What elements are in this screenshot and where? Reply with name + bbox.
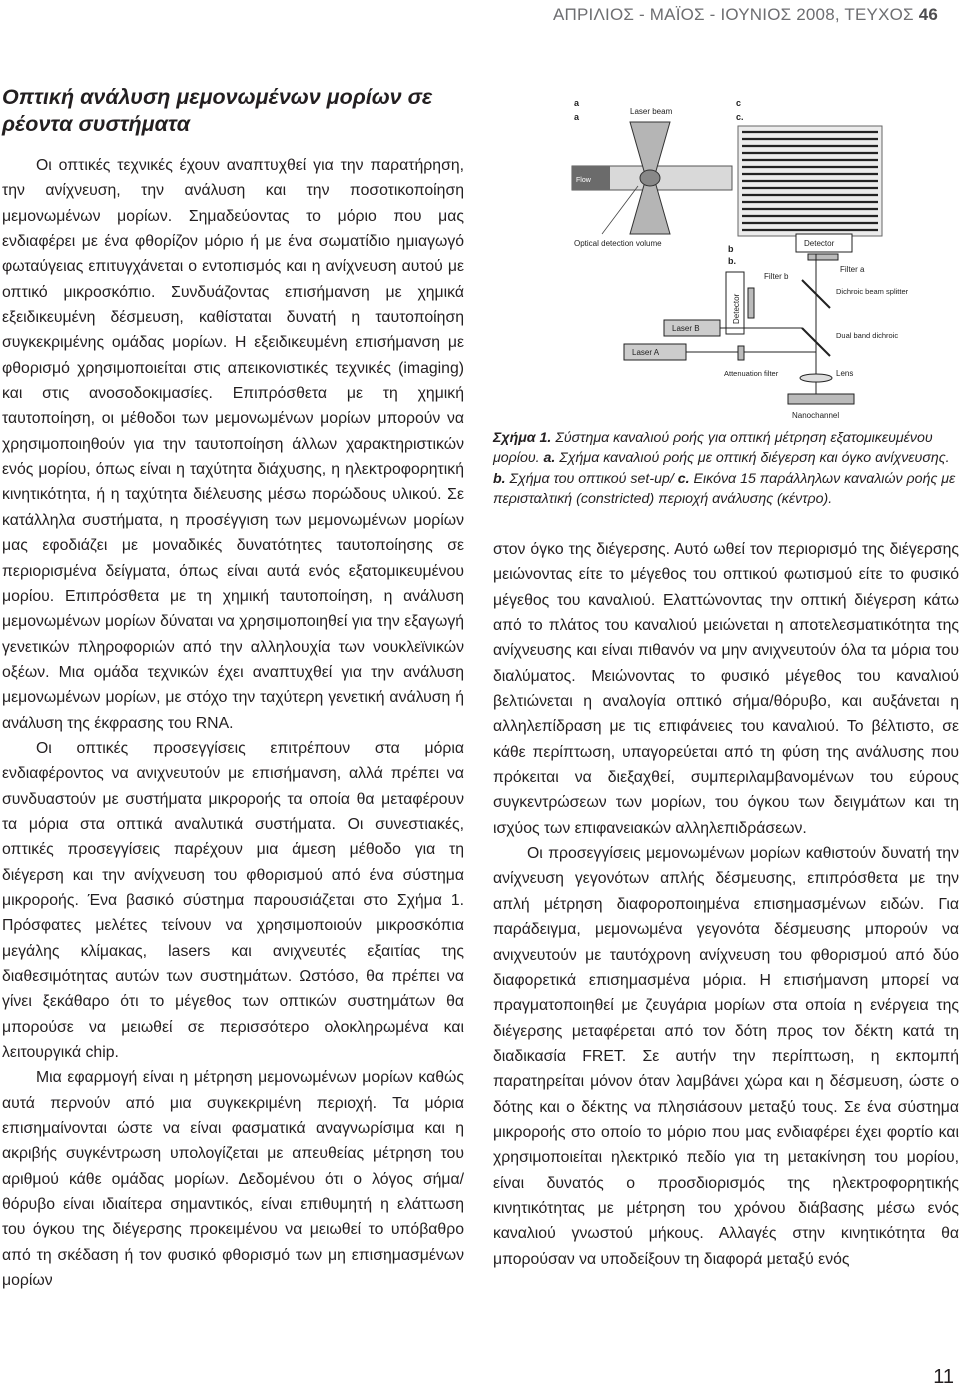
label-a-top: a [574, 98, 580, 108]
left-column [2, 153, 464, 1293]
issue-text: ΑΠΡΙΛΙΟΣ - ΜΑΪΟΣ - ΙΟΥΝΙΟΣ 2008, ΤΕΥΧΟΣ [553, 5, 914, 24]
paragraph: στον όγκο της διέγερσης. Αυτό ωθεί τον περιορισμό της διέγερσης μειώνοντας είτε το μέγεθος του οπτικού φωτισμού είτε το φυσικό μέγεθος του καναλιού. Ελαττώνοντας την οπτική διέγερση κάτω από το πλάτος του καναλιού μειώνεται η αποτελεσματικότητα της ανίχνευσης και είναι πιθανόν να μην ανιχνευτούν όλα τα μόρια του διαλύματος. Μειώνοντας το φυσικό μέγεθος του καναλιού βελτιώνεται η αναλογία οπτικό σήμα/θόρυβο, και αυξάνεται η αλληλεπίδραση με τις επιφάνειες του καναλιού. Το βέλτιστο, σε κάθε περίπτωση, υπαγορεύεται από τη φύση της ανάλυσης που πρόκειται να διεξαχθεί, συμπεριλαμβανομένων του εύρους συγκεντρώσεων των μορίων, του όγκου των δειγμάτων και τη ισχύος των επιφανειακών αλληλεπιδράσεων. [493, 541, 959, 837]
label-c-top: c [736, 98, 742, 108]
label-laser-beam: Laser beam [630, 107, 673, 116]
label-filter-a: Filter a [840, 265, 865, 274]
label-optical-detection-volume: Optical detection volume [574, 239, 662, 248]
label-b-bottom: b. [728, 256, 736, 266]
label-attenuation: Attenuation filter [724, 369, 779, 378]
paragraph: Οι προσεγγίσεις μεμονωμένων μορίων καθιστούν δυνατή την ανίχνευση γεγονότων απλής δέσμευσης, επιπρόσθετα με την απλή μέτρηση διαφοροποιημένα επισημασμένων ειδών. Για παράδειγμα, μεμονωμένα γεγονότα δέσμευσης μπορούν να ανιχνευτούν με ταυτόχρονη ανίχνευση του φθορισμού από δύο διαφορετικά επισημασμένα μόρια. Η επισήμανση μπορεί να πραγματοποιηθεί με ζευγάρια μορίων στα οποία η ενέργεια της διέγερσης μεταφέρεται από τον δότη προς τον δέκτη κατά τη διαδικασία FRET. Σε αυτήν την περίπτωση, η εκπομπή παρατηρείται μόνον όταν λαμβάνει χώρα και η δέσμευση, ώστε ο δότης και ο δέκτης να πλησιάσουν μεταξύ τους. Σε ένα σύστημα μικροροής στο οποίο το μόριο που μας ενδιαφέρει έχει φορτίο και χρησιμοποιείται ηλεκτρικό πεδίο για τη μετακίνηση του μορίου, είναι δυνατός ο προσδιορισμός της ηλεκτροφορητικής κινητικότητας με μέτρηση του χρόνου διάβασης μέσω ενός καναλιού γνωστού μήκους. Αλλαγές στην κινητικότητα θα μπορούσαν να υποδείξουν τη διαφορά μεταξύ ενός [493, 845, 959, 1268]
label-a-bottom: a [574, 112, 580, 122]
label-filter-b: Filter b [764, 272, 789, 281]
figure-diagram [572, 94, 909, 424]
issue-number: 46 [918, 5, 938, 24]
label-lens: Lens [836, 369, 854, 378]
svg-text:Detector: Detector [732, 293, 741, 324]
svg-text:Laser A: Laser A [632, 348, 660, 357]
paragraph: Οι οπτικές τεχνικές έχουν αναπτυχθεί για την παρατήρηση, την ανίχνευση, την ανάλυση και την ποσοτικοποίηση μεμονωμένων μορίων. Σημαδεύοντας το μόριο που μας ενδιαφέρει με ένα φθορίζον μόριο ή με ένα σωματίδιο ημιαγωγό φωταύγειας επιτυγχάνεται ο εντοπισμός και η ανίχνευση αυτού με οπτικό μικροσκόπιο. Συνδυάζοντας επισήμανση με χημικά εξειδικευμένη δέσμευση, καθίσταται δυνατή η ταυτοποίηση συγκεκριμένης ομάδας μορίων. Η εξειδικευμένη επισήμανση με φθορισμό χρησιμοποιείται στις απεικονιστικές τεχνικές (imaging) και στις ανοσοδοκιμασίες. Επιπρόσθετα με τη χημική ταυτοποίηση, οι μέθοδοι των μεμονωμένων μορίων μπορούν να χρησιμοποιηθούν για την ταυτοποίηση άλλων χαρακτηριστικών ενός μορίου, όπως είναι η ταχύτητα διάχυσης, η ηλεκτροφορητική κινητικότητα, ή η ταχύτητα διέλευσης μέσω πορώδους υλικού. Σε κατάλληλα συστήματα, η προσέγγιση των μεμονωμένων μορίων μας εφοδιάζει με μοναδικές δυνατότητες ταυτοποίησης σε περιορισμένα δείγματα, όπως είναι αυτά ενός εξατομικευμένου μορίου. Επιπρόσθετα με τη χημική ταυτοποίηση, η ανάλυση μεμονωμένων μορίων δύναται να χρησιμοποιηθεί για την εξαγωγή γενετικών πληροφοριών από την αλληλουχία των νουκλεϊνικών οξέων. Μια ομάδα τεχνικών έχει αναπτυχθεί για την ανάλυση μεμονωμένων μορίων, με στόχο την ταχύτερη γενετική ανάλυση ή ανάλυση της έκφρασης του RNA. [2, 157, 464, 732]
label-nanochannel: Nanochannel [792, 411, 840, 420]
svg-text:Laser B: Laser B [672, 324, 700, 333]
running-header [0, 5, 938, 25]
svg-text:Detector: Detector [804, 239, 835, 248]
label-dichroic: Dichroic beam splitter [836, 287, 909, 296]
caption-label: Σχήμα 1. [493, 430, 552, 446]
label-flow: Flow [576, 177, 591, 184]
label-dual-band: Dual band dichroic [836, 331, 899, 340]
label-c-bottom: c. [736, 112, 744, 122]
right-column [493, 537, 959, 1272]
paragraph: Οι οπτικές προσεγγίσεις επιτρέπουν στα μόρια ενδιαφέροντος να ανιχνευτούν με επισήμανση, αλλά πρέπει να συνδυαστούν με συστήματα μικροροής τα οποία θα μεταφέρουν τα μόρια στα οπτικά αναλυτικά συστήματα. Οι συνεστιακές, οπτικές προσεγγίσεις παρέχουν μια άμεση μέθοδο για τη διέγερση και την ανίχνευση του φθορισμού από ένα σύστημα μικροροής. Ένα βασικό σύστημα παρουσιάζεται στο Σχήμα 1. Πρόσφατες μελέτες τείνουν να χρησιμοποιούν μικροσκόπια μεγάλης κλίμακας, lasers και ανιχνευτές εξαιτίας της διαθεσιμότητας αυτών των συστημάτων. Ωστόσο, θα πρέπει να γίνει ξεκάθαρο ότι το μέγεθος των οπτικών συστημάτων θα μπορούσε να μειωθεί σε περισσότερο ολοκληρωμένα και λειτουργικά chip. [2, 739, 464, 1062]
figure-caption: Σχήμα 1. Σύστημα καναλιού ροής για οπτική μέτρηση εξατομικευμένου μορίου. a. Σχήμα καναλιού ροής με οπτική διέγερση και όγκο ανίχνευσης. b. Σχήμα του οπτικού set-up/ c. Εικόνα 15 παράλληλων καναλιών ροής με περισταλτική (constricted) περιοχή ανάλυσης (κέντρο). [493, 430, 956, 508]
label-b-top: b [728, 244, 734, 254]
article-title: Οπτική ανάλυση μεμονωμένων μορίων σε ρέοντα συστήματα [2, 85, 433, 136]
page-number: 11 [933, 1366, 954, 1388]
paragraph: Μια εφαρμογή είναι η μέτρηση μεμονωμένων μορίων καθώς αυτά περνούν από μια συγκεκριμένη περιοχή. Τα μόρια επισημαίνονται ώστε να είναι φασματικά αναγνωρίσιμα και η ακριβής συγκέντρωση υπολογίζεται με απευθείας μέτρηση του αριθμού κάθε ομάδας μορίων. Δεδομένου ότι ο λόγος σήμα/θόρυβο είναι ιδιαίτερα σημαντικός, είναι επιθυμητή η ελάττωση του όγκου της διέγερσης προκειμένου να μειωθεί το υπόβαθρο από τη σκέδαση ή τον φυσικό φθορισμό των μη επισημασμένων μορίων [2, 1069, 464, 1290]
